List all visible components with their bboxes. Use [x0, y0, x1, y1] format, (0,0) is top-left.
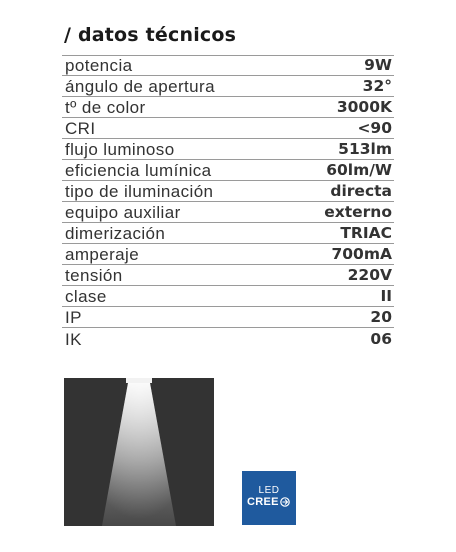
- spec-row: [62, 181, 394, 202]
- spec-value: 06: [370, 330, 392, 348]
- spec-label: tensión: [65, 266, 123, 285]
- spec-row: [62, 265, 394, 286]
- spec-value: 3000K: [336, 98, 392, 116]
- led-cree-badge: [242, 471, 296, 525]
- spec-label: potencia: [65, 56, 133, 75]
- spec-label: CRI: [65, 119, 96, 138]
- spec-row: [62, 55, 394, 76]
- spec-label: dimerización: [65, 224, 166, 243]
- spec-label: IP: [65, 308, 82, 327]
- beam-angle-illustration: [64, 378, 214, 526]
- spec-value: 32°: [362, 77, 392, 95]
- spec-label: amperaje: [65, 245, 140, 264]
- specs-table: [62, 55, 394, 349]
- spec-value: 220V: [347, 266, 392, 284]
- spec-value: TRIAC: [340, 224, 392, 242]
- spec-value: 513lm: [338, 140, 392, 158]
- section-title: / datos técnicos: [64, 24, 237, 46]
- spec-row: [62, 160, 394, 181]
- spec-label: ángulo de apertura: [65, 77, 215, 96]
- light-beam-icon: [64, 378, 214, 526]
- badge-led-text: LED: [258, 485, 280, 496]
- spec-value: 9W: [364, 56, 392, 74]
- cree-logo-icon: [280, 497, 290, 507]
- spec-value: directa: [330, 182, 392, 200]
- spec-row: [62, 244, 394, 265]
- spec-value: 700mA: [331, 245, 392, 263]
- spec-value: 20: [370, 308, 392, 326]
- spec-label: IK: [65, 330, 82, 349]
- spec-label: tº de color: [65, 98, 146, 117]
- spec-value: II: [380, 287, 392, 305]
- spec-row: [62, 286, 394, 307]
- spec-row: [62, 76, 394, 97]
- spec-value: 60lm/W: [326, 161, 392, 179]
- spec-label: tipo de iluminación: [65, 182, 214, 201]
- spec-label: flujo luminoso: [65, 140, 175, 159]
- spec-label: clase: [65, 287, 107, 306]
- badge-cree-text: CREE: [247, 496, 279, 508]
- spec-label: equipo auxiliar: [65, 203, 181, 222]
- spec-row: [62, 118, 394, 139]
- spec-row: [62, 307, 394, 328]
- spec-row: [62, 97, 394, 118]
- spec-value: externo: [324, 203, 392, 221]
- spec-row: [62, 202, 394, 223]
- spec-label: eficiencia lumínica: [65, 161, 212, 180]
- spec-row: [62, 139, 394, 160]
- spec-row: [62, 328, 394, 349]
- spec-value: <90: [357, 119, 392, 137]
- spec-row: [62, 223, 394, 244]
